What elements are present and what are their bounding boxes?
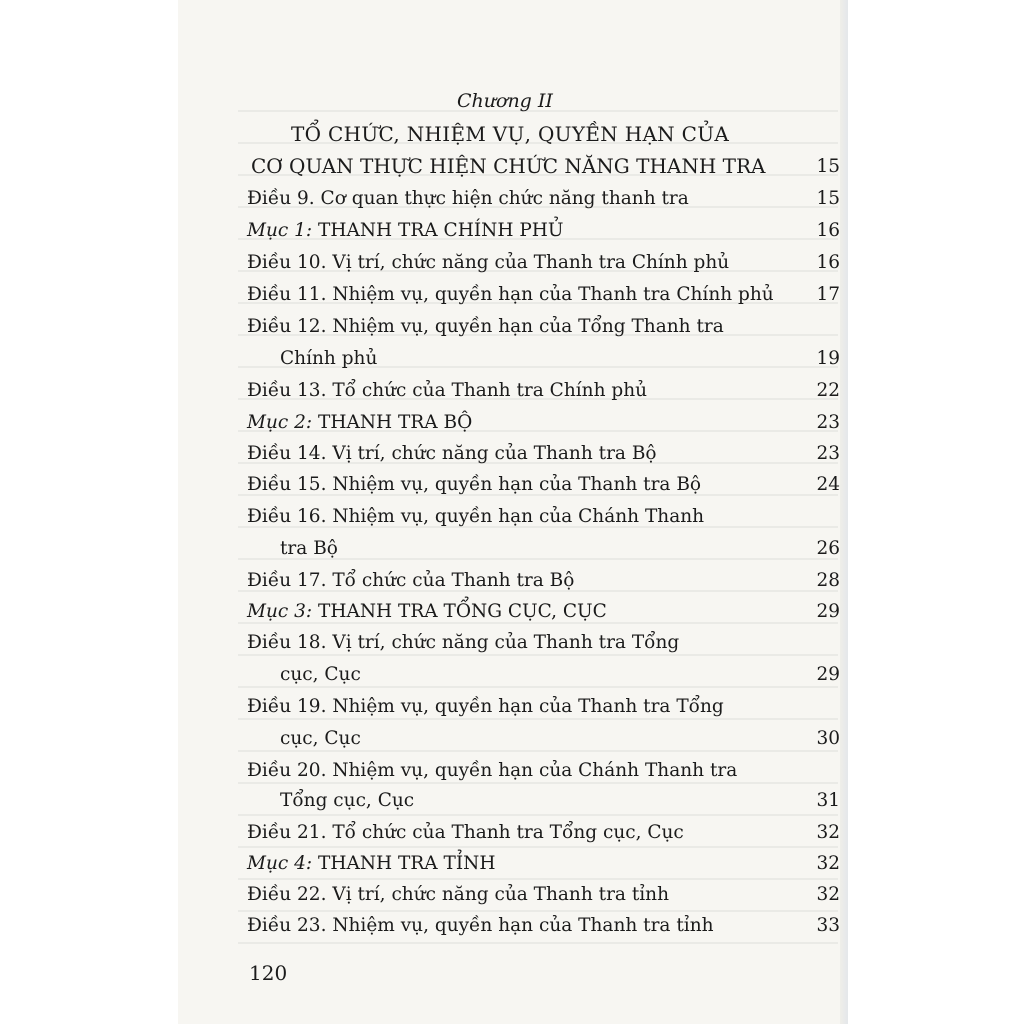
toc-entry-continuation: Chính phủ bbox=[280, 348, 378, 369]
toc-entry-page: 15 bbox=[816, 188, 840, 209]
toc-entry-title: Điều 18. Vị trí, chức năng của Thanh tra Tổng bbox=[247, 632, 680, 653]
toc-entry-title: THANH TRA TỈNH bbox=[312, 853, 496, 874]
toc-entry-title: Điều 10. Vị trí, chức năng của Thanh tra Chính phủ bbox=[247, 252, 730, 273]
toc-entry-page: 31 bbox=[816, 790, 840, 811]
toc-entry-page: 19 bbox=[816, 348, 840, 369]
toc-entry-section-label: Mục 2: bbox=[247, 412, 313, 433]
toc-entry bbox=[247, 696, 724, 717]
toc-entry-title: Điều 9. Cơ quan thực hiện chức năng thanh tra bbox=[247, 188, 689, 209]
toc-entry-page: 32 bbox=[816, 853, 840, 874]
toc-entry bbox=[247, 632, 679, 653]
toc-entry-page: 22 bbox=[816, 380, 840, 401]
toc-entry bbox=[247, 822, 684, 843]
toc-entry-continuation: cục, Cục bbox=[280, 664, 361, 685]
toc-entry bbox=[247, 220, 564, 241]
toc-entry-page: 33 bbox=[816, 915, 840, 936]
toc-entry-section-label: Mục 1: bbox=[247, 220, 313, 241]
toc-entry-continuation: Tổng cục, Cục bbox=[280, 790, 415, 811]
toc-entry-continuation: tra Bộ bbox=[280, 538, 338, 559]
toc-entry-title: THANH TRA TỔNG CỤC, CỤC bbox=[312, 601, 607, 622]
page-edge bbox=[840, 0, 848, 1024]
toc-entry-title: Điều 17. Tổ chức của Thanh tra Bộ bbox=[247, 570, 575, 591]
toc-entry bbox=[247, 316, 724, 337]
toc-entry-page: 26 bbox=[816, 538, 840, 559]
toc-entry-title: Điều 14. Vị trí, chức năng của Thanh tra Bộ bbox=[247, 443, 657, 464]
toc-entry-page: 16 bbox=[816, 252, 840, 273]
toc-entry bbox=[247, 252, 729, 273]
toc-entry-page: 32 bbox=[816, 884, 840, 905]
page-number: 120 bbox=[249, 961, 288, 985]
toc-entry-continuation: cục, Cục bbox=[280, 728, 361, 749]
chapter-title: Chương II bbox=[457, 90, 553, 112]
toc-entry bbox=[247, 380, 647, 401]
toc-entry-page: 24 bbox=[816, 474, 840, 495]
toc-entry bbox=[247, 188, 689, 209]
toc-entry bbox=[247, 506, 704, 527]
toc-entry bbox=[247, 760, 737, 781]
toc-entry-title: Điều 15. Nhiệm vụ, quyền hạn của Thanh tra Bộ bbox=[247, 474, 702, 495]
toc-entry-section-label: Mục 4: bbox=[247, 853, 313, 874]
toc-entry bbox=[247, 443, 657, 464]
toc-entry-title: THANH TRA BỘ bbox=[312, 412, 473, 433]
toc-entry-page: 17 bbox=[816, 284, 840, 305]
section-heading-line-2: CƠ QUAN THỰC HIỆN CHỨC NĂNG THANH TRA bbox=[251, 154, 766, 178]
toc-entry bbox=[247, 884, 669, 905]
toc-entry-title: Điều 13. Tổ chức của Thanh tra Chính phủ bbox=[247, 380, 648, 401]
toc-entry-page: 23 bbox=[816, 443, 840, 464]
toc-entry bbox=[247, 601, 607, 622]
section-heading-line-1: TỔ CHỨC, NHIỆM VỤ, QUYỀN HẠN CỦA bbox=[291, 122, 730, 146]
toc-entry bbox=[247, 412, 472, 433]
toc-entry-page: 16 bbox=[816, 220, 840, 241]
toc-entry-title: THANH TRA CHÍNH PHỦ bbox=[312, 220, 564, 241]
toc-entry bbox=[247, 474, 701, 495]
toc-entry-page: 29 bbox=[816, 601, 840, 622]
section-heading-page: 15 bbox=[816, 156, 840, 177]
toc-entry-page: 28 bbox=[816, 570, 840, 591]
toc-entry-section-label: Mục 3: bbox=[247, 601, 313, 622]
toc-entry bbox=[247, 853, 496, 874]
toc-entry-page: 23 bbox=[816, 412, 840, 433]
toc-entry-title: Điều 20. Nhiệm vụ, quyền hạn của Chánh Thanh tra bbox=[247, 760, 738, 781]
toc-entry-page: 30 bbox=[816, 728, 840, 749]
toc-entry bbox=[247, 570, 574, 591]
toc-entry bbox=[247, 915, 714, 936]
toc-entry-title: Điều 12. Nhiệm vụ, quyền hạn của Tổng Thanh tra bbox=[247, 316, 724, 337]
toc-entry-title: Điều 19. Nhiệm vụ, quyền hạn của Thanh tra Tổng bbox=[247, 696, 724, 717]
toc-entry-title: Điều 21. Tổ chức của Thanh tra Tổng cục, Cục bbox=[247, 822, 684, 843]
toc-entry-page: 29 bbox=[816, 664, 840, 685]
toc-entry-title: Điều 11. Nhiệm vụ, quyền hạn của Thanh tra Chính phủ bbox=[247, 284, 774, 305]
toc-entry-title: Điều 23. Nhiệm vụ, quyền hạn của Thanh tra tỉnh bbox=[247, 915, 714, 936]
toc-entry-page: 32 bbox=[816, 822, 840, 843]
toc-entry-title: Điều 22. Vị trí, chức năng của Thanh tra tỉnh bbox=[247, 884, 670, 905]
toc-entry bbox=[247, 284, 774, 305]
toc-entry-title: Điều 16. Nhiệm vụ, quyền hạn của Chánh Thanh bbox=[247, 506, 705, 527]
